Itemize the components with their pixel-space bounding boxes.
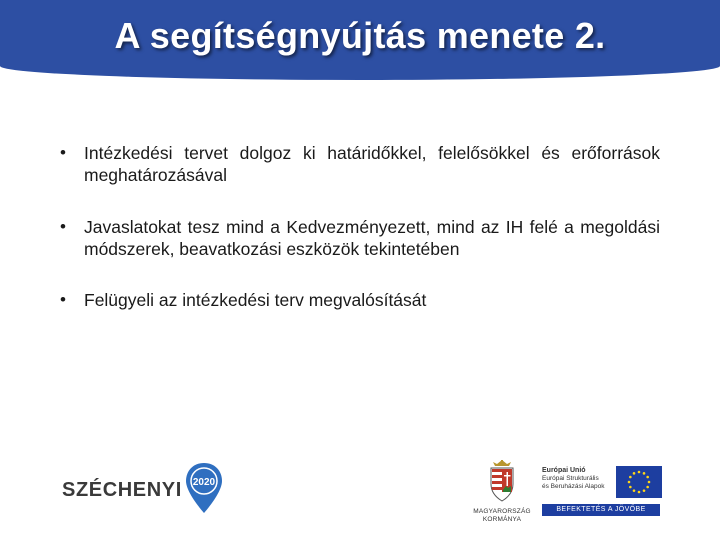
slide-title: A segítségnyújtás menete 2. (114, 15, 606, 56)
eu-fund-line2: és Beruházási Alapok (542, 483, 605, 490)
eu-star (643, 489, 646, 492)
bullet-marker: • (60, 217, 66, 236)
eu-star (629, 486, 632, 489)
eu-star (633, 472, 636, 475)
eu-name: Európai Unió (542, 467, 586, 474)
government-logo (472, 460, 532, 523)
eu-logo (542, 466, 662, 516)
bullet-text: Felügyeli az intézkedési terv megvalósítását (84, 290, 427, 310)
eu-star (646, 486, 649, 489)
location-pin-icon (184, 461, 224, 520)
title-bar (0, 0, 720, 80)
eu-slogan: BEFEKTETÉS A JÖVŐBE (542, 504, 660, 516)
hungarian-crest-icon (487, 489, 517, 506)
government-caption-line2: KORMÁNYA (482, 516, 522, 523)
szechenyi-wordmark: SZÉCHENYI (62, 478, 182, 501)
eu-star (633, 489, 636, 492)
bullet-marker: • (60, 290, 66, 309)
szechenyi-2020-logo (62, 464, 224, 516)
bullet-text: Intézkedési tervet dolgoz ki határidőkkel, felelősökkel és erőforrások meghatározásával (84, 143, 660, 185)
eu-star (628, 481, 631, 484)
eu-star (646, 476, 649, 479)
bullet-item (60, 289, 660, 311)
bullet-item (60, 142, 660, 186)
eu-text (542, 466, 614, 500)
eu-star (643, 472, 646, 475)
eu-flag-icon (616, 466, 662, 498)
bullet-list (60, 142, 660, 311)
government-caption-line1: MAGYARORSZÁG (473, 508, 531, 515)
bullet-marker: • (60, 143, 66, 162)
eu-star (638, 471, 641, 474)
szechenyi-year: 2020 (192, 476, 215, 488)
eu-fund-line1: Európai Strukturális (542, 475, 599, 482)
eu-star (629, 476, 632, 479)
eu-star (648, 481, 651, 484)
bullet-item (60, 216, 660, 260)
eu-star (638, 491, 641, 494)
bullet-text: Javaslatokat tesz mind a Kedvezményezett, mind az IH felé a megoldási módszerek, beavatkozási eszközök tekintetében (84, 217, 660, 259)
